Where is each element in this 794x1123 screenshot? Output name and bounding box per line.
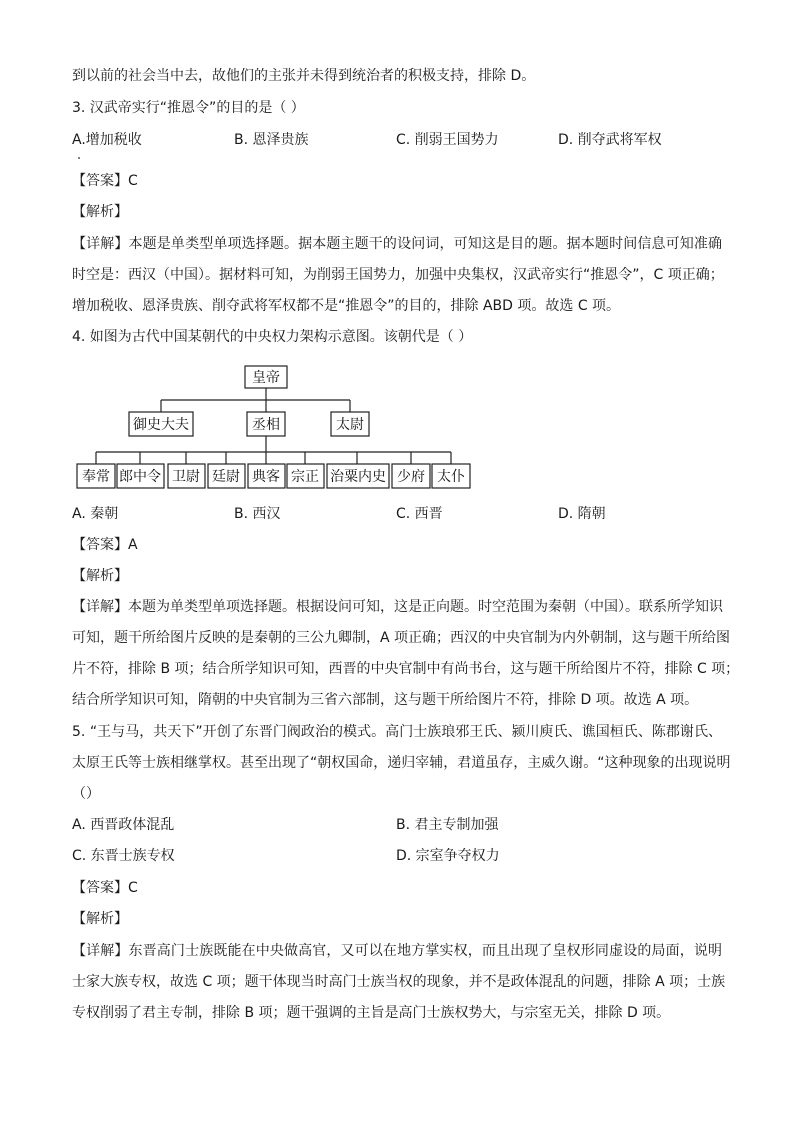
q4-answer: 【答案】A [72, 537, 138, 553]
q4-detail-line-1: 【详解】本题为单类型单项选择题。根据设问可知，这是正向题。时空范围为秦朝（中国）。联系所学知识 [72, 599, 723, 615]
q4-option-c: C. 西晋 [396, 506, 443, 522]
q4-detail-line-4: 结合所学知识可知，隋朝的中央官制为三省六部制，这与题干所给图片不符，排除 D 项。故选 A 项。 [72, 692, 699, 708]
q4-option-d: D. 隋朝 [558, 506, 606, 522]
q4-detail-line-2: 可知，题干所给图片反映的是秦朝的三公九卿制，A 项正确；西汉的中央官制为内外朝制，这与题干所给图 [72, 630, 731, 646]
q3-detail-line-2: 时空是：西汉（中国）。据材料可知，为削弱王国势力，加强中央集权，汉武帝实行“推恩令”，C 项正确； [72, 267, 724, 283]
q4-detail-line-3: 片不符，排除 B 项；结合所学知识可知，西晋的中央官制中有尚书台，这与题干所给图片不符，排除 C 项； [72, 661, 740, 677]
q3-answer: 【答案】C [72, 173, 138, 189]
q4-analysis-label: 【解析】 [72, 568, 128, 584]
q5-option-c: C. 东晋士族专权 [72, 848, 175, 864]
node-emperor: 皇帝 [252, 370, 280, 386]
q3-option-c: C. 削弱王国势力 [396, 132, 499, 148]
node-yushi: 御史大夫 [133, 417, 189, 433]
q3-detail-line-1: 【详解】本题是单类型单项选择题。据本题主题干的设问词，可知这是目的题。据本题时间信息可知准确 [72, 236, 722, 252]
q3-option-d: D. 削夺武将军权 [558, 132, 662, 148]
node-dianke: 典客 [252, 469, 280, 485]
node-weiwei: 卫尉 [172, 469, 200, 485]
q5-option-d: D. 宗室争夺权力 [396, 848, 500, 864]
q5-detail-line-1: 【详解】东晋高门士族既能在中央做高官，又可以在地方掌实权，而且出现了皇权形同虚设的局面，说明 [72, 943, 722, 959]
q4-stem: 4. 如图为古代中国某朝代的中央权力架构示意图。该朝代是（ ） [72, 329, 473, 345]
q3-stem: 3. 汉武帝实行“推恩令”的目的是（ ） [72, 100, 305, 116]
node-taipu: 太仆 [437, 469, 465, 485]
q3-option-b: B. 恩泽贵族 [234, 132, 309, 148]
q2-analysis-tail: 到以前的社会当中去，故他们的主张并未得到统治者的积极支持，排除 D。 [72, 68, 536, 84]
q3-analysis-label: 【解析】 [72, 204, 128, 220]
node-shaofu: 少府 [397, 469, 425, 485]
node-taiwei: 太尉 [336, 417, 364, 433]
q4-option-a: A. 秦朝 [72, 506, 119, 522]
q5-option-a: A. 西晋政体混乱 [72, 817, 175, 833]
q3-detail-line-3: 增加税收、恩泽贵族、削夺武将军权都不是“推恩令”的目的，排除 ABD 项。故选 C 项。 [72, 298, 621, 314]
q3-option-a: A.增加税收 [72, 132, 142, 148]
q5-stem-line-1: 5. “王与马，共天下”开创了东晋门阀政治的模式。高门士族琅邪王氏、颍川庾氏、谯国桓氏、陈郡谢氏、 [72, 724, 722, 740]
q5-answer: 【答案】C [72, 880, 138, 896]
node-tingwei: 廷尉 [212, 469, 240, 485]
node-fengchang: 奉常 [82, 469, 110, 485]
node-zhisuneishi: 治粟内史 [330, 469, 386, 485]
q5-stem-line-3: （） [72, 786, 100, 802]
q5-stem-line-2: 太原王氏等士族相继掌权。甚至出现了“朝权国命，递归宰辅，君道虽存，主威久谢。“这种现象的出现说明 [72, 755, 731, 771]
q5-detail-line-2: 士家大族专权，故选 C 项；题干体现当时高门士族当权的现象，并不是政体混乱的问题，排除 A 项；士族 [72, 974, 726, 990]
q4-option-b: B. 西汉 [234, 506, 281, 522]
q5-analysis-label: 【解析】 [72, 911, 128, 927]
q5-detail-line-3: 专权削弱了君主专制，排除 B 项；题干强调的主旨是高门士族权势大，与宗室无关，排除 D 项。 [72, 1005, 671, 1021]
node-chengxiang: 丞相 [252, 417, 280, 433]
node-langzhongling: 郎中令 [119, 469, 161, 485]
node-zongzheng: 宗正 [291, 469, 319, 485]
q5-option-b: B. 君主专制加强 [396, 817, 499, 833]
